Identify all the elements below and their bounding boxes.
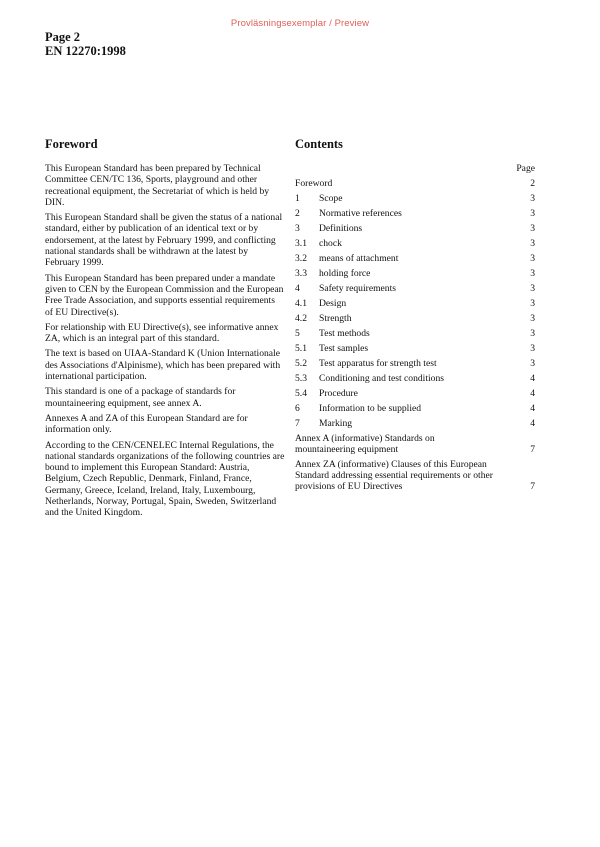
- toc-entry-page: 4: [530, 388, 535, 399]
- contents-heading: Contents: [295, 137, 343, 151]
- foreword-body: [45, 163, 285, 519]
- toc-entry[interactable]: [295, 388, 535, 399]
- toc-entry-number: 3: [295, 223, 300, 234]
- toc-page-label: Page: [516, 163, 535, 174]
- toc-entry-title: chock: [319, 238, 342, 249]
- toc-entry-title: Scope: [319, 193, 343, 204]
- foreword-section: [45, 137, 285, 523]
- toc-entry-page: 3: [530, 208, 535, 219]
- toc-entry-title: Safety requirements: [319, 283, 396, 294]
- toc-entry-foreword[interactable]: [295, 178, 535, 189]
- foreword-paragraph: Annexes A and ZA of this European Standard are for information only.: [45, 412, 248, 436]
- toc-entry[interactable]: [295, 283, 535, 294]
- toc-annex-title: Annex A (informative) Standards on mountaineering equipment: [295, 433, 435, 455]
- toc-entry-page: 3: [530, 313, 535, 324]
- toc-entry-page: 3: [530, 358, 535, 369]
- toc-entry-page: 4: [530, 373, 535, 384]
- foreword-paragraph: According to the CEN/CENELEC Internal Regulations, the national standards organizations of the following countries are bound to implement this European Standard: Austria, Belgium, Czech Republic, Denmark, Finland, France, Germany, Greece, Iceland, Ireland, Italy, Luxembourg, Netherlands, Norway, Portugal, Spain, Sweden, Switzerland and the United Kingdom.: [45, 439, 285, 519]
- toc-annexes: [295, 433, 535, 492]
- toc-entry-number: 4.1: [295, 298, 307, 309]
- toc-entry-page: 3: [530, 298, 535, 309]
- toc-entry[interactable]: [295, 418, 535, 429]
- toc-entry-page: 3: [530, 283, 535, 294]
- page-header: [45, 30, 126, 58]
- toc-entry-title: Test methods: [319, 328, 370, 339]
- toc-entry-title: Conditioning and test conditions: [319, 373, 444, 384]
- toc-entry-page: 3: [530, 193, 535, 204]
- foreword-paragraph: This European Standard has been prepared under a mandate given to CEN by the European Commission and the European Free Trade Association, and supports essential requirements of EU Directive(s).: [45, 272, 284, 318]
- toc-entry[interactable]: [295, 268, 535, 279]
- toc-entry-number: 4.2: [295, 313, 307, 324]
- toc-annex-page: 7: [530, 444, 535, 455]
- toc-entry-number: 1: [295, 193, 300, 204]
- toc-entry-title: Procedure: [319, 388, 358, 399]
- preview-watermark: Provläsningsexemplar / Preview: [230, 18, 370, 29]
- toc-annex-title: Annex ZA (informative) Clauses of this European Standard addressing essential requirements or other provisions of EU Directives: [295, 459, 493, 492]
- toc-entry-page: 3: [530, 253, 535, 264]
- toc-entry-title: Test apparatus for strength test: [319, 358, 437, 369]
- toc-entry[interactable]: [295, 223, 535, 234]
- toc-entry-number: 2: [295, 208, 300, 219]
- toc-entry-title: holding force: [319, 268, 371, 279]
- toc-entry[interactable]: [295, 208, 535, 219]
- toc-entry-title: Strength: [319, 313, 352, 324]
- foreword-heading: Foreword: [45, 137, 98, 151]
- foreword-paragraph: This European Standard shall be given the status of a national standard, either by publication of an identical text or by endorsement, at the latest by February 1999, and conflicting national standards shall be withdrawn at the latest by February 1999.: [45, 212, 283, 269]
- toc-entry-number: 5.4: [295, 388, 307, 399]
- toc-entry-number: 6: [295, 403, 300, 414]
- toc-entry-number: 3.1: [295, 238, 307, 249]
- toc-entry-page: 3: [530, 328, 535, 339]
- toc-entry-page: 3: [530, 268, 535, 279]
- foreword-paragraph: This standard is one of a package of standards for mountaineering equipment, see annex A.: [45, 386, 236, 409]
- toc-entry-page: 2: [530, 178, 535, 189]
- foreword-paragraph: The text is based on UIAA-Standard K (Union Internationale des Associations d'Alpinisme), which has been prepared with international participation.: [45, 348, 281, 383]
- toc-entry-number: 3.2: [295, 253, 307, 264]
- toc-entry-number: 5: [295, 328, 300, 339]
- toc-entry-page: 4: [530, 418, 535, 429]
- toc-entries: [295, 193, 535, 429]
- toc-entry-title: Definitions: [319, 223, 363, 234]
- page-number: Page 2: [45, 30, 81, 44]
- toc-annex-entry[interactable]: [295, 433, 535, 455]
- toc-entry[interactable]: [295, 403, 535, 414]
- foreword-paragraph: This European Standard has been prepared by Technical Committee CEN/TC 136, Sports, playground and other recreational equipment, the Secretariat of which is held by DIN.: [45, 163, 270, 208]
- toc-entry[interactable]: [295, 313, 535, 324]
- toc-entry[interactable]: [295, 373, 535, 384]
- toc-entry[interactable]: [295, 358, 535, 369]
- toc-entry[interactable]: [295, 238, 535, 249]
- toc-entry-title: Design: [319, 298, 347, 309]
- toc-entry-page: 3: [530, 223, 535, 234]
- toc-entry-page: 3: [530, 343, 535, 354]
- toc-entry[interactable]: [295, 253, 535, 264]
- toc-entry-number: 7: [295, 418, 300, 429]
- toc-entry-title: Test samples: [319, 343, 369, 354]
- toc-entry[interactable]: [295, 328, 535, 339]
- foreword-paragraph: For relationship with EU Directive(s), see informative annex ZA, which is an integral part of this standard.: [45, 321, 279, 345]
- toc-entry-number: 5.2: [295, 358, 307, 369]
- toc-entry-number: 4: [295, 283, 300, 294]
- toc-annex-entry[interactable]: [295, 459, 535, 492]
- standard-id: EN 12270:1998: [45, 44, 126, 58]
- toc-annex-page: 7: [530, 481, 535, 492]
- toc-entry-title: Normative references: [319, 208, 402, 219]
- toc-entry-title: Marking: [319, 418, 353, 429]
- toc-entry-number: 3.3: [295, 268, 307, 279]
- contents-section: [295, 137, 535, 496]
- toc-entry-number: 5.3: [295, 373, 307, 384]
- toc-entry-title: Foreword: [295, 178, 333, 189]
- toc-entry-page: 3: [530, 238, 535, 249]
- toc-entry-title: means of attachment: [319, 253, 399, 264]
- toc-entry-title: Information to be supplied: [319, 403, 422, 414]
- toc-entry[interactable]: [295, 343, 535, 354]
- toc-entry[interactable]: [295, 298, 535, 309]
- toc-entry-number: 5.1: [295, 343, 307, 354]
- toc-entry[interactable]: [295, 193, 535, 204]
- toc-entry-page: 4: [530, 403, 535, 414]
